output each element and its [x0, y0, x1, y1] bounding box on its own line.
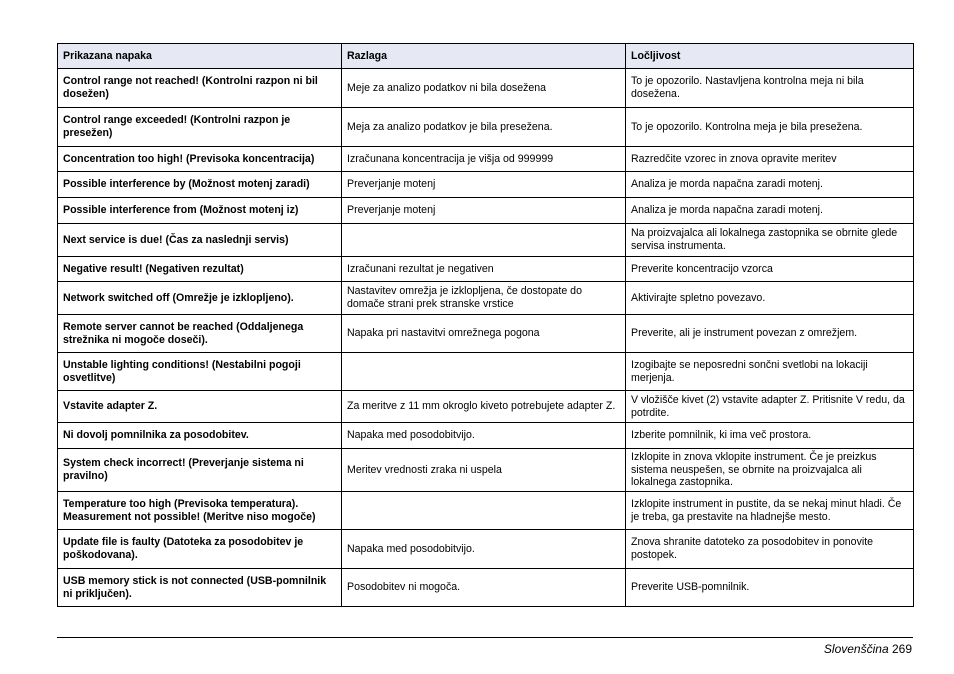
- resolution-cell: Na proizvajalca ali lokalnega zastopnika se obrnite glede servisa instrumenta.: [626, 224, 914, 257]
- header-explanation: Razlaga: [342, 44, 626, 69]
- page-footer: [824, 642, 912, 656]
- resolution-cell: Analiza je morda napačna zaradi motenj.: [626, 172, 914, 198]
- explanation-cell: [342, 353, 626, 391]
- explanation-cell: Meje za analizo podatkov ni bila dosežena: [342, 69, 626, 108]
- explanation-cell: Preverjanje motenj: [342, 198, 626, 224]
- resolution-cell: Preverite USB-pomnilnik.: [626, 569, 914, 607]
- table-row: [58, 353, 914, 391]
- resolution-cell: Znova shranite datoteko za posodobitev in ponovite postopek.: [626, 530, 914, 569]
- explanation-cell: Izračunani rezultat je negativen: [342, 257, 626, 282]
- footer-language: Slovenščina: [823, 642, 889, 656]
- error-cell: Concentration too high! (Previsoka koncentracija): [58, 147, 342, 172]
- explanation-cell: Meritev vrednosti zraka ni uspela: [342, 449, 626, 492]
- error-cell: Possible interference from (Možnost motenj iz): [58, 198, 342, 224]
- explanation-cell: [342, 492, 626, 530]
- resolution-cell: Analiza je morda napačna zaradi motenj.: [626, 198, 914, 224]
- resolution-cell: Razredčite vzorec in znova opravite meritev: [626, 147, 914, 172]
- header-resolution: Ločljivost: [626, 44, 914, 69]
- error-cell: Negative result! (Negativen rezultat): [58, 257, 342, 282]
- error-cell: System check incorrect! (Preverjanje sistema ni pravilno): [58, 449, 342, 492]
- error-cell: Network switched off (Omrežje je izklopljeno).: [58, 282, 342, 315]
- table-row: [58, 69, 914, 108]
- error-cell: Update file is faulty (Datoteka za posodobitev je poškodovana).: [58, 530, 342, 569]
- table-row: [58, 108, 914, 147]
- error-cell: Unstable lighting conditions! (Nestabilni pogoji osvetlitve): [58, 353, 342, 391]
- resolution-cell: Izklopite instrument in pustite, da se nekaj minut hladi. Če je treba, ga prestavite na hladnejše mesto.: [626, 492, 914, 530]
- error-table: [57, 43, 914, 607]
- explanation-cell: Posodobitev ni mogoča.: [342, 569, 626, 607]
- page-number: 269: [891, 642, 912, 656]
- explanation-cell: Napaka med posodobitvijo.: [342, 530, 626, 569]
- table-row: [58, 198, 914, 224]
- resolution-cell: To je opozorilo. Nastavljena kontrolna meja ni bila dosežena.: [626, 69, 914, 108]
- error-cell: Control range exceeded! (Kontrolni razpon je presežen): [58, 108, 342, 147]
- error-cell: Vstavite adapter Z.: [58, 391, 342, 423]
- explanation-cell: Nastavitev omrežja je izklopljena, če dostopate do domače strani prek stranske vrstice: [342, 282, 626, 315]
- error-cell: Next service is due! (Čas za naslednji servis): [58, 224, 342, 257]
- explanation-cell: Za meritve z 11 mm okroglo kiveto potrebujete adapter Z.: [342, 391, 626, 423]
- error-cell: Remote server cannot be reached (Oddaljenega strežnika ni mogoče doseči).: [58, 315, 342, 353]
- table-row: [58, 391, 914, 423]
- resolution-cell: Izberite pomnilnik, ki ima več prostora.: [626, 423, 914, 449]
- table-row: [58, 172, 914, 198]
- table-row: [58, 423, 914, 449]
- table-row: [58, 315, 914, 353]
- table-row: [58, 530, 914, 569]
- table-header-row: [58, 44, 914, 69]
- explanation-cell: Izračunana koncentracija je višja od 999999: [342, 147, 626, 172]
- error-cell: Ni dovolj pomnilnika za posodobitev.: [58, 423, 342, 449]
- explanation-cell: [342, 224, 626, 257]
- table-row: [58, 492, 914, 530]
- resolution-cell: To je opozorilo. Kontrolna meja je bila presežena.: [626, 108, 914, 147]
- explanation-cell: Meja za analizo podatkov je bila presežena.: [342, 108, 626, 147]
- explanation-cell: Napaka med posodobitvijo.: [342, 423, 626, 449]
- error-cell: Possible interference by (Možnost motenj zaradi): [58, 172, 342, 198]
- footer-divider: [57, 637, 913, 638]
- error-cell: USB memory stick is not connected (USB-pomnilnik ni priključen).: [58, 569, 342, 607]
- resolution-cell: V vložišče kivet (2) vstavite adapter Z. Pritisnite V redu, da potrdite.: [626, 391, 914, 423]
- table-row: [58, 147, 914, 172]
- table-row: [58, 282, 914, 315]
- table-row: [58, 449, 914, 492]
- resolution-cell: Izklopite in znova vklopite instrument. Če je preizkus sistema neuspešen, se obrnite na proizvajalca ali lokalnega zastopnika.: [626, 449, 914, 492]
- resolution-cell: Izogibajte se neposredni sončni svetlobi na lokaciji merjenja.: [626, 353, 914, 391]
- table-row: [58, 569, 914, 607]
- explanation-cell: Preverjanje motenj: [342, 172, 626, 198]
- error-cell: Control range not reached! (Kontrolni razpon ni bil dosežen): [58, 69, 342, 108]
- resolution-cell: Preverite, ali je instrument povezan z omrežjem.: [626, 315, 914, 353]
- resolution-cell: Preverite koncentracijo vzorca: [626, 257, 914, 282]
- table-row: [58, 224, 914, 257]
- error-cell: Temperature too high (Previsoka temperatura). Measurement not possible! (Meritve niso mogoče): [58, 492, 342, 530]
- explanation-cell: Napaka pri nastavitvi omrežnega pogona: [342, 315, 626, 353]
- table-row: [58, 257, 914, 282]
- header-displayed-error: Prikazana napaka: [58, 44, 342, 69]
- resolution-cell: Aktivirajte spletno povezavo.: [626, 282, 914, 315]
